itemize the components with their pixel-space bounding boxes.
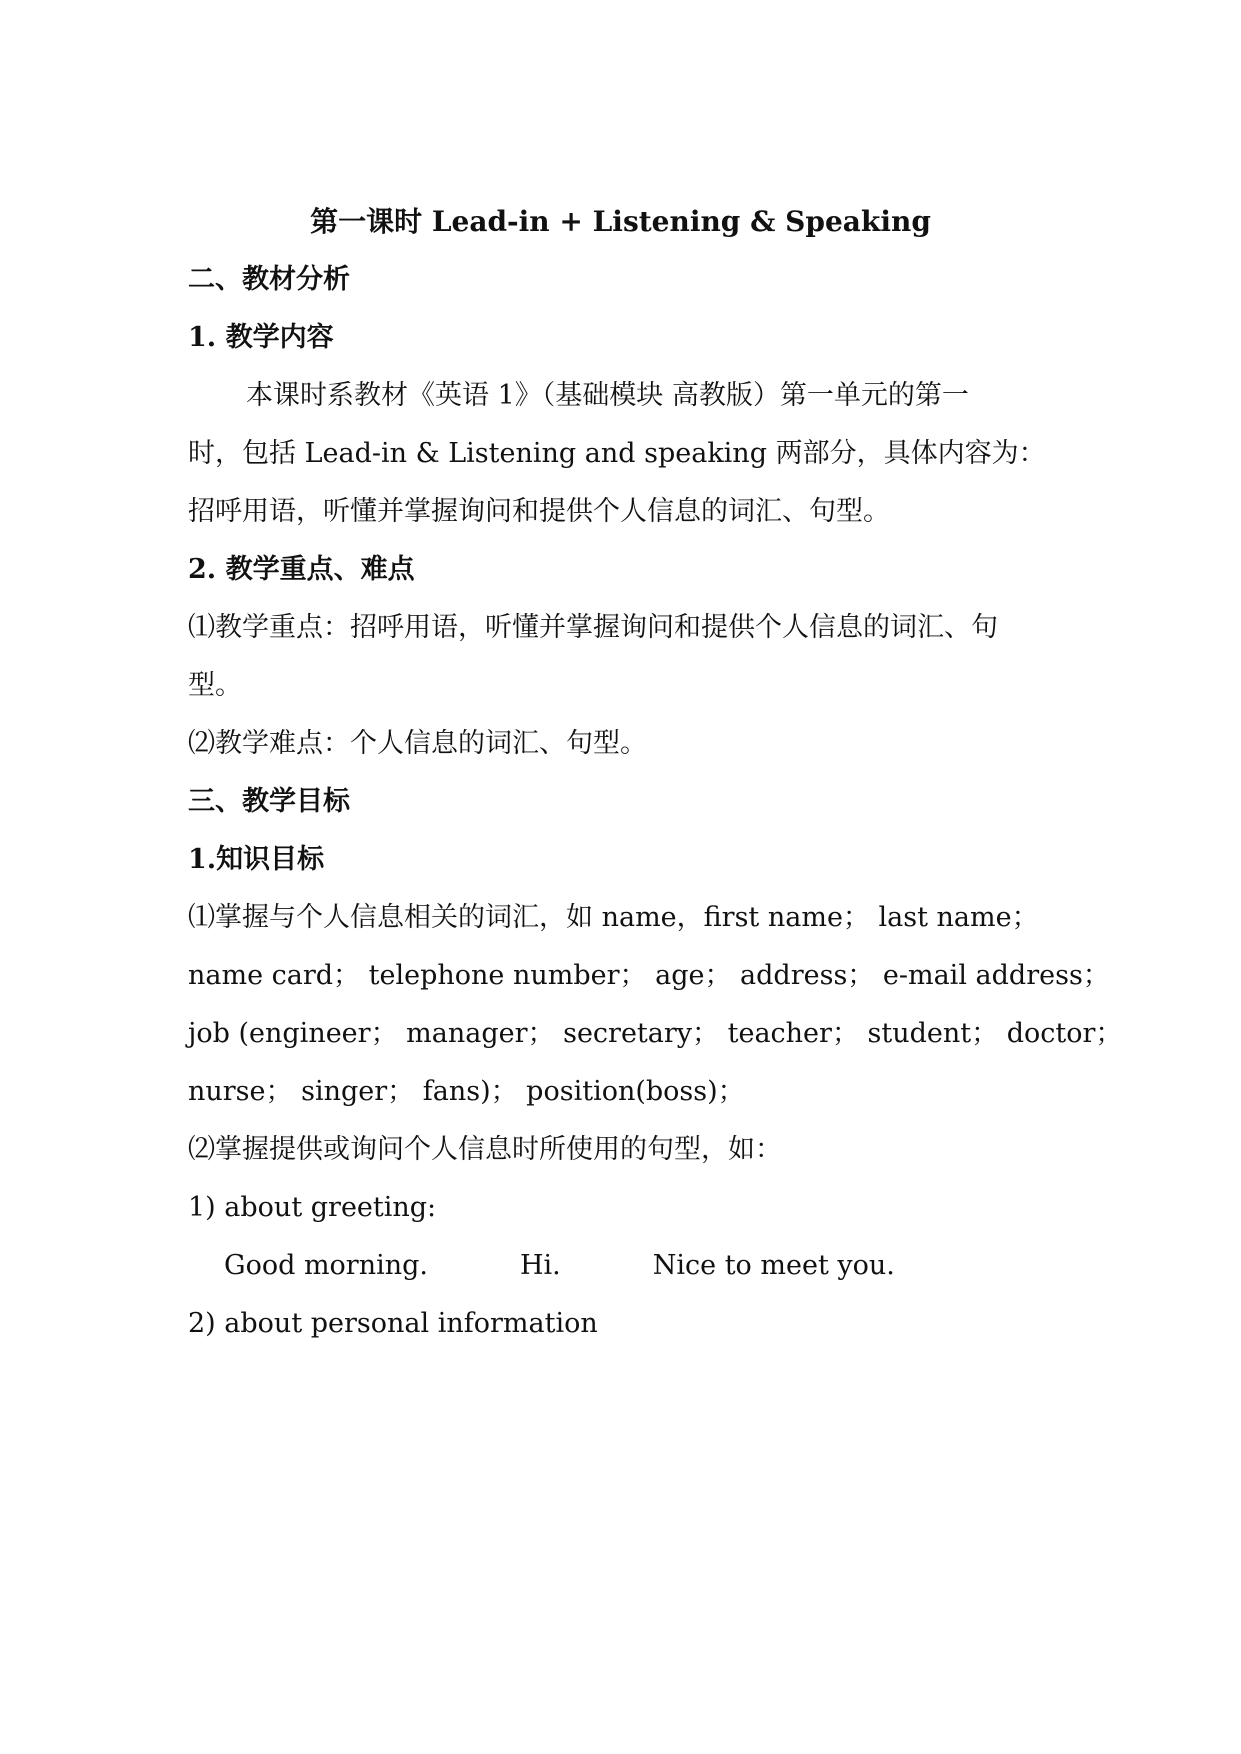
paragraph-line: ⑴掌握与个人信息相关的词汇，如 name，first name； last name；	[188, 902, 1039, 933]
paragraph-line: nurse； singer； fans)； position(boss)；	[188, 1076, 745, 1107]
paragraph-line: 本课时系教材《英语 1》（基础模块 高教版）第一单元的第一	[246, 380, 969, 411]
subheading-knowledge-objectives: 1.知识目标	[188, 844, 325, 875]
greeting-examples	[224, 1249, 1071, 1283]
greeting-nice-to-meet-you: Nice to meet you.	[652, 1250, 895, 1281]
subheading-teaching-content: 1. 教学内容	[188, 322, 334, 353]
lesson-title: 第一课时 Lead-in + Listening & Speaking	[310, 205, 931, 238]
paragraph-line: 2) about personal information	[188, 1308, 598, 1339]
section-heading-teaching-objectives: 三、教学目标	[188, 786, 350, 817]
paragraph-line: 1) about greeting:	[188, 1192, 437, 1223]
paragraph-line: ⑵掌握提供或询问个人信息时所使用的句型，如：	[188, 1134, 782, 1165]
subheading-key-points: 2. 教学重点、难点	[188, 554, 415, 585]
section-heading-textbook-analysis: 二、教材分析	[188, 264, 350, 295]
greeting-good-morning: Good morning.	[224, 1250, 428, 1281]
paragraph-line: ⑵教学难点：个人信息的词汇、句型。	[188, 728, 647, 759]
paragraph-line: 时，包括 Lead-in & Listening and speaking 两部分，具体内容为：	[188, 438, 1046, 469]
paragraph-line: 招呼用语，听懂并掌握询问和提供个人信息的词汇、句型。	[188, 496, 890, 527]
paragraph-line: job (engineer； manager； secretary； teacher； student； doctor；	[188, 1018, 1123, 1049]
paragraph-line: name card； telephone number； age； address； e-mail address；	[188, 960, 1110, 991]
greeting-hi: Hi.	[520, 1250, 561, 1281]
paragraph-line: ⑴教学重点：招呼用语，听懂并掌握询问和提供个人信息的词汇、句	[188, 612, 998, 643]
paragraph-line: 型。	[188, 670, 242, 701]
